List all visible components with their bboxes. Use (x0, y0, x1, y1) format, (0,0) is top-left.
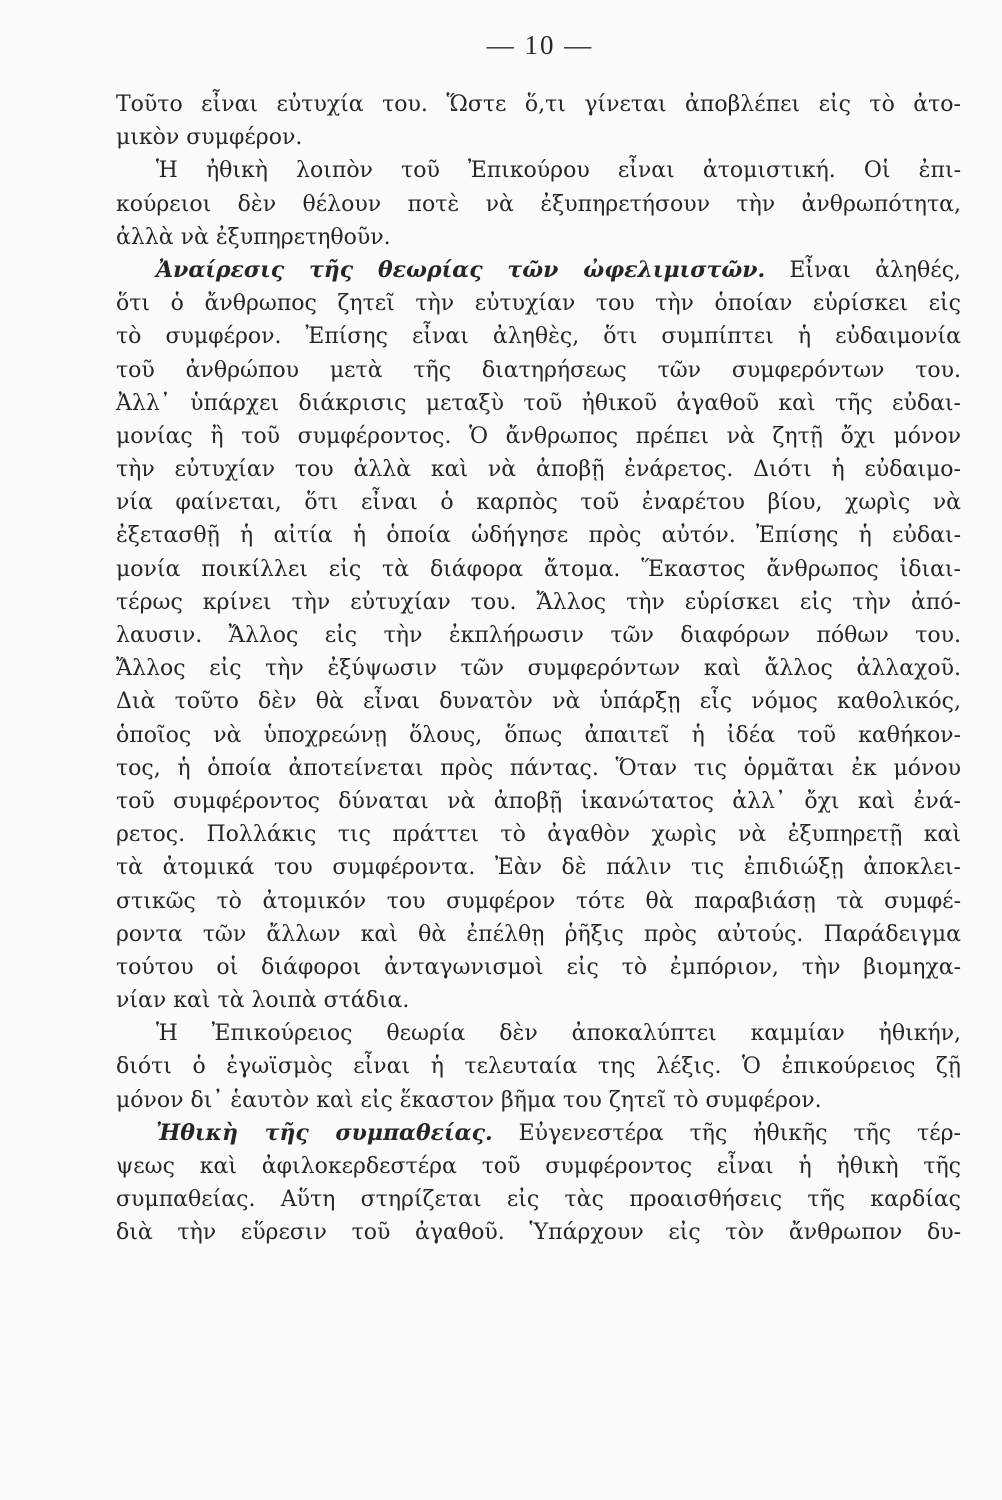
text-line: νία φαίνεται, ὅτι εἶναι ὁ καρπὸς τοῦ ἐναρέτου βίου, χωρὶς νὰ (116, 490, 961, 516)
text-line: Τοῦτο εἶναι εὐτυχία του. Ὥστε ὅ,τι γίνεται ἀποβλέπει εἰς τὸ ἀτο- (116, 92, 961, 117)
text-line: κούρειοι δὲν θέλουν ποτὲ νὰ ἐξυπηρετήσουν τὴν ἀνθρωπότητα, (116, 191, 961, 217)
text-line: Διὰ τοῦτο δὲν θὰ εἶναι δυνατὸν νὰ ὑπάρξῃ εἷς νόμος καθολικός, (116, 689, 961, 715)
text-line: τος, ἡ ὁποία ἀποτείνεται πρὸς πάντας. Ὅταν τις ὁρμᾶται ἐκ μόνου (116, 755, 961, 781)
section-heading: Ἠθικὴ τῆς συμπαθείας. (156, 1119, 493, 1146)
text-line: Ἡ Ἐπικούρειος θεωρία δὲν ἀποκαλύπτει καμμίαν ἠθικήν, (156, 1021, 961, 1047)
body-text (116, 88, 961, 1250)
text-line: τούτου οἱ διάφοροι ἀνταγωνισμοὶ εἰς τὸ ἐμπόριον, τὴν βιομηχα- (116, 954, 961, 980)
text-line: τέρως κρίνει τὴν εὐτυχίαν του. Ἄλλος τὴν εὑρίσκει εἰς τὴν ἀπό- (116, 589, 961, 615)
text-line: διότι ὁ ἐγωϊσμὸς εἶναι ἡ τελευταία της λέξις. Ὁ ἐπικούρειος ζῇ (116, 1054, 961, 1080)
section-heading-line: Ἠθικὴ τῆς συμπαθείας. Εὐγενεστέρα τῆς ἠθικῆς τῆς τέρ- (156, 1119, 961, 1146)
text-line: λαυσιν. Ἄλλος εἰς τὴν ἐκπλήρωσιν τῶν διαφόρων πόθων του. (116, 623, 961, 648)
section-heading-line: Ἀναίρεσις τῆς θεωρίας τῶν ὠφελιμιστῶν. Εἶναι ἀληθές, (156, 256, 962, 283)
text-line: μόνον δι᾽ ἑαυτὸν καὶ εἰς ἕκαστον βῆμα του ζητεῖ τὸ συμφέρον. (116, 1087, 822, 1113)
text-line: ἀλλὰ νὰ ἐξυπηρετηθοῦν. (116, 224, 391, 250)
text-line: μονία ποικίλλει εἰς τὰ διάφορα ἄτομα. Ἕκαστος ἄνθρωπος ἰδιαι- (116, 556, 961, 582)
text-line: ἐξετασθῇ ἡ αἰτία ἡ ὁποία ὡδήγησε πρὸς αὐτόν. Ἐπίσης ἡ εὐδαι- (116, 523, 961, 549)
text-line: τὸ συμφέρον. Ἐπίσης εἶναι ἀληθὲς, ὅτι συμπίπτει ἡ εὐδαιμονία (116, 324, 961, 350)
text-line: Ἄλλος εἰς τὴν ἐξύψωσιν τῶν συμφερόντων καὶ ἄλλος ἀλλαχοῦ. (116, 656, 961, 682)
text-line: τὴν εὐτυχίαν του ἀλλὰ καὶ νὰ ἀποβῇ ἐνάρετος. Διότι ἡ εὐδαιμο- (116, 457, 961, 483)
text-line: ὁποῖος νὰ ὑποχρεώνῃ ὅλους, ὅπως ἀπαιτεῖ ἡ ἰδέα τοῦ καθήκον- (116, 722, 961, 748)
text-line: νίαν καὶ τὰ λοιπὰ στάδια. (116, 988, 410, 1014)
text-line: τοῦ ἀνθρώπου μετὰ τῆς διατηρήσεως τῶν συμφερόντων του. (116, 357, 961, 383)
text-line: μονίας ἢ τοῦ συμφέροντος. Ὁ ἄνθρωπος πρέπει νὰ ζητῇ ὄχι μόνον (116, 423, 961, 449)
text-line: ρετος. Πολλάκις τις πράττει τὸ ἀγαθὸν χωρὶς νὰ ἐξυπηρετῇ καὶ (116, 822, 961, 848)
text-line: τοῦ συμφέροντος δύναται νὰ ἀποβῇ ἱκανώτατος ἀλλ᾽ ὄχι καὶ ἐνά- (116, 788, 961, 814)
text-line: Ἀλλ᾽ ὑπάρχει διάκρισις μεταξὺ τοῦ ἠθικοῦ ἀγαθοῦ καὶ τῆς εὐδαι- (116, 390, 961, 416)
text-line: διὰ τὴν εὕρεσιν τοῦ ἀγαθοῦ. Ὑπάρχουν εἰς τὸν ἄνθρωπον δυ- (116, 1220, 961, 1246)
text-line: στικῶς τὸ ἀτομικόν του συμφέρον τότε θὰ παραβιάσῃ τὰ συμφέ- (116, 888, 961, 914)
text-line: συμπαθείας. Αὕτη στηρίζεται εἰς τὰς προαισθήσεις τῆς καρδίας (116, 1187, 961, 1213)
text-line: Ἡ ἠθικὴ λοιπὸν τοῦ Ἐπικούρου εἶναι ἀτομιστική. Οἱ ἐπι- (156, 158, 961, 184)
section-heading: Ἀναίρεσις τῆς θεωρίας τῶν ὠφελιμιστῶν. (156, 256, 766, 283)
page-number: — 10 — (486, 30, 594, 60)
text-line: ψεως καὶ ἀφιλοκερδεστέρα τοῦ συμφέροντος εἶναι ἡ ἠθικὴ τῆς (116, 1154, 961, 1179)
text-line: τὰ ἀτομικά του συμφέροντα. Ἐὰν δὲ πάλιν τις ἐπιδιώξῃ ἀποκλει- (116, 855, 961, 881)
text-line: ροντα τῶν ἄλλων καὶ θὰ ἐπέλθῃ ῥῆξις πρὸς αὐτούς. Παράδειγμα (116, 921, 961, 947)
text-line: ὅτι ὁ ἄνθρωπος ζητεῖ τὴν εὐτυχίαν του τὴν ὁποίαν εὑρίσκει εἰς (116, 291, 961, 317)
text-line: μικὸν συμφέρον. (116, 125, 303, 151)
